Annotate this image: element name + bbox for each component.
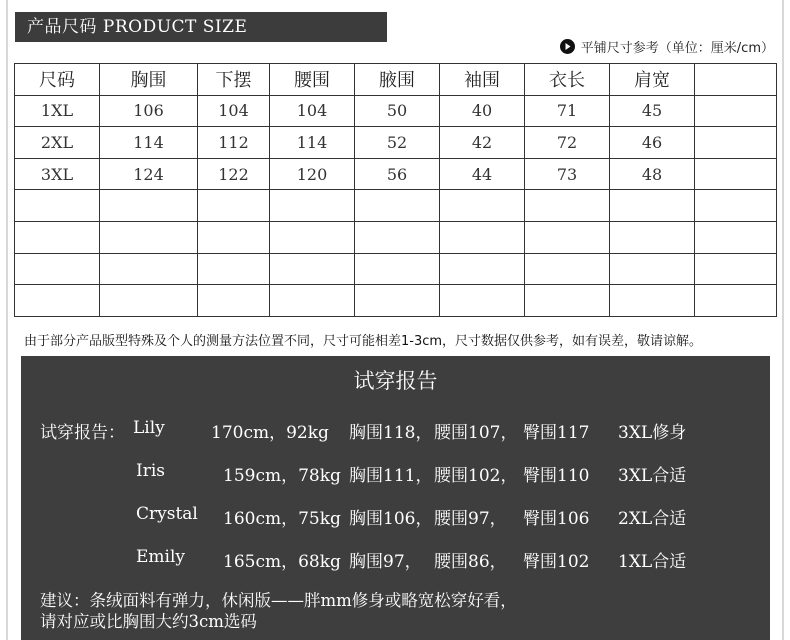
tester-height-weight: 160cm，75kg	[223, 509, 341, 529]
table-cell	[440, 253, 525, 285]
tester-hip: 臀围117	[523, 423, 590, 443]
header-cell: 胸围	[100, 64, 198, 96]
fitting-report-panel	[21, 356, 770, 640]
table-row	[15, 285, 777, 317]
tester-chest: 胸围111，	[349, 466, 433, 486]
table-cell: 72	[525, 127, 610, 159]
tester-name: Crystal	[136, 504, 198, 524]
tester-waist: 腰围97，	[434, 509, 507, 529]
tester-size-fit: 1XL合适	[618, 552, 687, 572]
table-cell	[610, 221, 695, 253]
table-cell: 120	[270, 158, 355, 190]
tester-hip: 臀围110	[523, 466, 590, 486]
fit-advice-line: 建议：条绒面料有弹力，休闲版——胖mm修身或略宽松穿好看，	[40, 591, 517, 610]
table-cell	[355, 190, 440, 222]
table-cell	[695, 190, 777, 222]
table-cell	[355, 285, 440, 317]
header-cell: 下摆	[198, 64, 270, 96]
tester-size-fit: 3XL合适	[618, 466, 687, 486]
table-cell: 106	[100, 95, 198, 127]
table-row	[15, 190, 777, 222]
table-cell: 114	[100, 127, 198, 159]
fit-advice	[40, 590, 517, 632]
header-cell: 腋围	[355, 64, 440, 96]
table-cell: 1XL	[15, 95, 100, 127]
header-cell: 肩宽	[610, 64, 695, 96]
section-title: 产品尺码 PRODUCT SIZE	[15, 12, 387, 42]
table-cell	[525, 253, 610, 285]
size-table	[14, 63, 777, 317]
table-cell: 2XL	[15, 127, 100, 159]
header-cell	[695, 64, 777, 96]
table-cell: 3XL	[15, 158, 100, 190]
table-cell	[695, 95, 777, 127]
table-cell	[100, 285, 198, 317]
tester-size-fit: 2XL合适	[618, 509, 687, 529]
table-cell	[440, 190, 525, 222]
table-cell	[198, 221, 270, 253]
table-cell	[525, 221, 610, 253]
table-cell: 45	[610, 95, 695, 127]
table-cell	[610, 285, 695, 317]
frame-left-border	[6, 0, 8, 640]
table-cell: 56	[355, 158, 440, 190]
table-cell: 104	[198, 95, 270, 127]
table-row	[15, 221, 777, 253]
tester-waist: 腰围86，	[434, 552, 507, 572]
table-cell	[270, 190, 355, 222]
tester-name: Lily	[133, 418, 165, 438]
table-cell: 122	[198, 158, 270, 190]
size-disclaimer: 由于部分产品版型特殊及个人的测量方法位置不同，尺寸可能相差1-3cm，尺寸数据仅供参考，如有误差，敬请谅解。	[24, 334, 703, 349]
header-cell: 袖围	[440, 64, 525, 96]
table-cell: 40	[440, 95, 525, 127]
table-cell	[198, 190, 270, 222]
table-cell	[440, 285, 525, 317]
table-cell	[198, 285, 270, 317]
header-cell: 尺码	[15, 64, 100, 96]
table-cell: 104	[270, 95, 355, 127]
table-cell: 71	[525, 95, 610, 127]
report-title: 试穿报告	[353, 369, 438, 393]
table-cell	[15, 221, 100, 253]
table-cell	[270, 253, 355, 285]
table-cell	[525, 285, 610, 317]
table-cell	[525, 190, 610, 222]
table-cell	[100, 190, 198, 222]
tester-name: Iris	[136, 461, 166, 481]
table-cell	[695, 127, 777, 159]
table-row	[15, 253, 777, 285]
table-cell	[695, 221, 777, 253]
table-cell	[695, 253, 777, 285]
table-cell	[355, 221, 440, 253]
play-circle-icon	[560, 39, 575, 54]
tester-hip: 臀围102	[523, 552, 590, 572]
table-cell: 73	[525, 158, 610, 190]
table-cell: 44	[440, 158, 525, 190]
frame-right-border	[782, 0, 784, 640]
tester-waist: 腰围102，	[434, 466, 518, 486]
table-cell	[15, 253, 100, 285]
table-row	[15, 95, 777, 127]
table-cell	[695, 158, 777, 190]
tester-height-weight: 165cm，68kg	[223, 552, 341, 572]
table-cell	[100, 253, 198, 285]
table-cell: 46	[610, 127, 695, 159]
table-cell	[15, 285, 100, 317]
table-cell	[15, 190, 100, 222]
table-cell	[100, 221, 198, 253]
tester-waist: 腰围107，	[434, 423, 518, 443]
tester-height-weight: 170cm，92kg	[211, 423, 329, 443]
table-cell: 52	[355, 127, 440, 159]
table-cell: 42	[440, 127, 525, 159]
table-row	[15, 127, 777, 159]
measurement-note-text: 平铺尺寸参考（单位：厘米/cm）	[580, 40, 774, 56]
fit-advice-line: 请对应或比胸围大约3cm选码	[40, 612, 257, 631]
table-cell	[610, 253, 695, 285]
table-row	[15, 158, 777, 190]
tester-size-fit: 3XL修身	[618, 423, 687, 443]
table-cell	[198, 253, 270, 285]
table-cell: 50	[355, 95, 440, 127]
tester-chest: 胸围106，	[349, 509, 433, 529]
table-cell: 112	[198, 127, 270, 159]
table-cell: 48	[610, 158, 695, 190]
table-cell	[355, 253, 440, 285]
tester-name: Emily	[136, 547, 186, 567]
table-cell: 114	[270, 127, 355, 159]
table-cell	[270, 221, 355, 253]
table-cell	[695, 285, 777, 317]
header-cell: 腰围	[270, 64, 355, 96]
tester-hip: 臀围106	[523, 509, 590, 529]
table-cell	[270, 285, 355, 317]
table-cell: 124	[100, 158, 198, 190]
report-lead-label: 试穿报告：	[40, 423, 125, 443]
table-cell	[610, 190, 695, 222]
table-cell	[440, 221, 525, 253]
table-header-row	[15, 64, 777, 96]
measurement-note	[560, 37, 774, 55]
tester-chest: 胸围118，	[349, 423, 433, 443]
header-cell: 衣长	[525, 64, 610, 96]
tester-height-weight: 159cm，78kg	[223, 466, 341, 486]
tester-chest: 胸围97，	[349, 552, 422, 572]
